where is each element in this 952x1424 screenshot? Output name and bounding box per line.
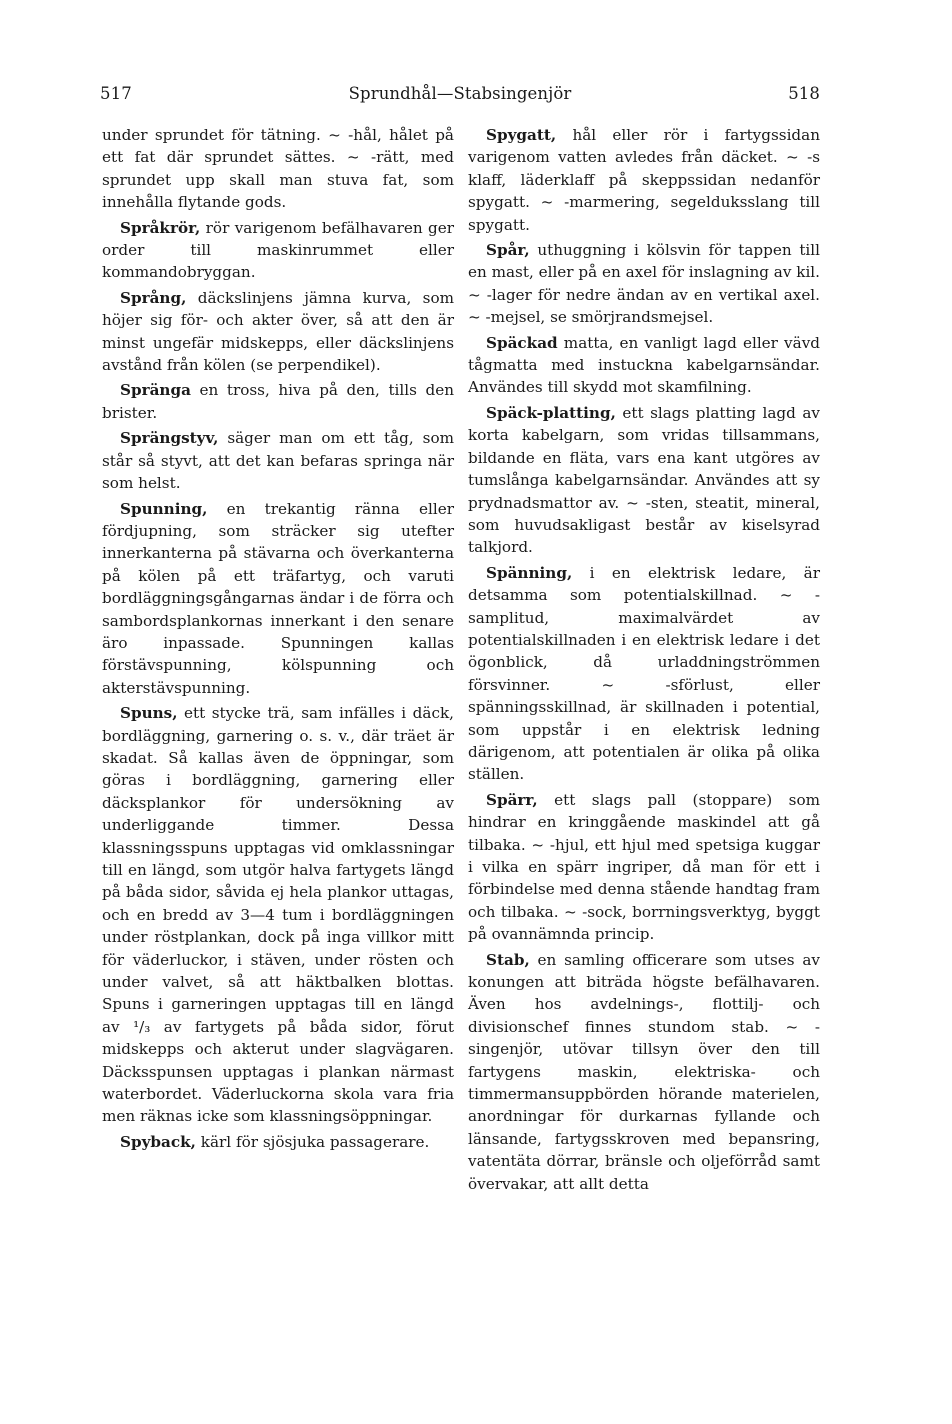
entry-text: en samling officerare som utses av konungen att biträda högste befälhavaren. Även hos avdelnings-, flottilj- och divisionschef finnes stundom stab. ~ -singenjör, utövar tillsyn över den till fartygens maskin, elektriska- och timmermansuppbörden hörande materielen, anordningar för durkarnas fyllande och länsande, fartygsskroven med bepansring, vatentäta dörrar, bränsle och oljeförråd samt övervakar, att allt detta [468,950,820,1193]
entry-text: matta, en vanligt lagd eller vävd tågmatta med instuckna kabelgarnsändar. Användes till skydd mot skamfilning. [468,333,820,397]
entry-text: ett slags platting lagd av korta kabelgarn, som vridas tillsammans, bildande en fläta, vars ena kant utgöres av tumslånga kabelgarnsändar. Användes att sy prydnadsmattor av. ~ -sten, steatit, mineral, som huvudsakligast består av kiselsyrad talkjord. [468,403,820,557]
entry [468,239,820,329]
entry-text: i en elektrisk ledare, är detsamma som potentialskillnad. ~ -samplitud, maximalvärdet av potentialskillnaden i en elektrisk ledare i det ögonblick, då urladdningströmmen försvinner. ~ -sförlust, eller spänningsskillnad, är skillnaden i potential, som uppstår i en elektrisk ledning därigenom, att potentialen är olika på olika ställen. [468,563,820,784]
entry [102,702,454,1128]
entry-headword: Stab, [486,950,530,969]
entry [102,287,454,377]
entry-text: säger man om ett tåg, som står så styvt, att det kan befaras springa när som helst. [102,429,454,493]
entry-headword: Spänning, [486,563,573,582]
entry-text: ett slags pall (stoppare) som hindrar en kringgående maskindel att gå tilbaka. ~ -hjul, ett hjul med spetsiga kuggar i vilka en spärr ingriper, då man för ett i förbindelse med denna stående handtag fram och tilbaka. ~ -sock, borrningsverktyg, byggt på ovannämnda princip. [468,790,820,944]
entry-headword: Sprängstyv, [120,429,219,448]
entry [468,332,820,399]
entry [102,427,454,494]
entry [468,789,820,946]
entry-text: en trekantig ränna eller fördjupning, som sträcker sig utefter innerkanterna på stävarna och överkanterna på kölen på ett träfartyg, och varuti bordläggningsgångarnas ändar i de förra och sambordsplankornas innerkant i den senare äro inpassade. Spunningen kallas förstävspunning, kölspunning och akterstävspunning. [102,499,454,697]
entry-text: rör varigenom befälhavaren ger order till maskinrummet eller kommandobryggan. [102,218,454,282]
entry-text: en tross, hiva på den, tills den brister. [102,381,454,422]
entry-headword: Språng, [120,288,187,307]
entry [468,562,820,786]
entry [468,949,820,1195]
entry-headword: Spygatt, [486,126,557,144]
entry [102,379,454,424]
entry-headword: Späck-platting, [486,403,616,422]
left-column [102,124,454,1156]
entry [102,217,454,284]
running-title: Sprundhål—Stabsingenjör [348,84,572,103]
page-number-left: 517 [100,84,132,103]
entry-headword: Spränga [120,381,191,400]
right-column [468,124,820,1198]
entry [468,402,820,559]
entry [102,1131,454,1153]
entry-headword: Spyback, [120,1132,196,1151]
page-header [100,84,820,112]
entry-text: under sprundet för tätning. ~ -hål, hålet på ett fat där sprundet sättes. ~ -rätt, med sprundet upp skall man stuva fat, som innehålla flytande gods. [102,126,454,212]
entry [102,498,454,700]
entry-text: kärl för sjösjuka passagerare. [195,1132,430,1151]
entry-headword: Späckad [486,333,558,352]
entry-headword: Språkrör, [120,218,201,237]
entry [468,124,820,236]
entry-headword: Spärr, [486,790,538,809]
page-number-right: 518 [788,84,820,103]
entry-headword: Spuns, [120,704,178,723]
entry-continuation [102,124,454,214]
entry-text: uthuggning i kölsvin för tappen till en mast, eller på en axel för inslagning av kil. ~ -lager för nedre ändan av en vertikal axel. ~ -mejsel, se smörjrandsmejsel. [468,241,820,327]
entry-text: däckslinjens jämna kurva, som höjer sig för- och akter över, så att den är minst ungefär midskepps, eller däckslinjens avstånd från kölen (se perpendikel). [102,288,454,375]
entry-text: hål eller rör i fartygssidan varigenom vatten avledes från däcket. ~ -s klaff, läderklaff på skeppssidan nedanför spygatt. ~ -marmering, segelduksslang till spygatt. [468,126,820,234]
entry-headword: Spunning, [120,499,208,518]
entry-headword: Spår, [486,241,530,260]
entry-text: ett stycke trä, sam infälles i däck, bordläggning, garnering o. s. v., där träet är skadat. Så kallas även de öppningar, som göras i bordläggning, garnering eller däcksplankor för undersökning av underliggande timmer. Dessa klassningsspuns upptagas vid omklassningar till en längd, som utgör halva fartygets längd på båda sidor, såvida ej hela plankor uttagas, och en bredd av 3—4 tum i bordläggningen under röstplankan, dock på inga villkor mitt för väderluckor, i stäven, under rösten och under valvet, så att häktbalken blottas. Spuns i garneringen upptagas till en längd av ¹/₃ av fartygets på båda sidor, förut midskepps och akterut under slagvägaren. Däcksspunsen upptagas i plankan närmast waterbordet. Väderluckorna skola vara fria men räknas icke som klassningsöppningar. [102,704,454,1126]
